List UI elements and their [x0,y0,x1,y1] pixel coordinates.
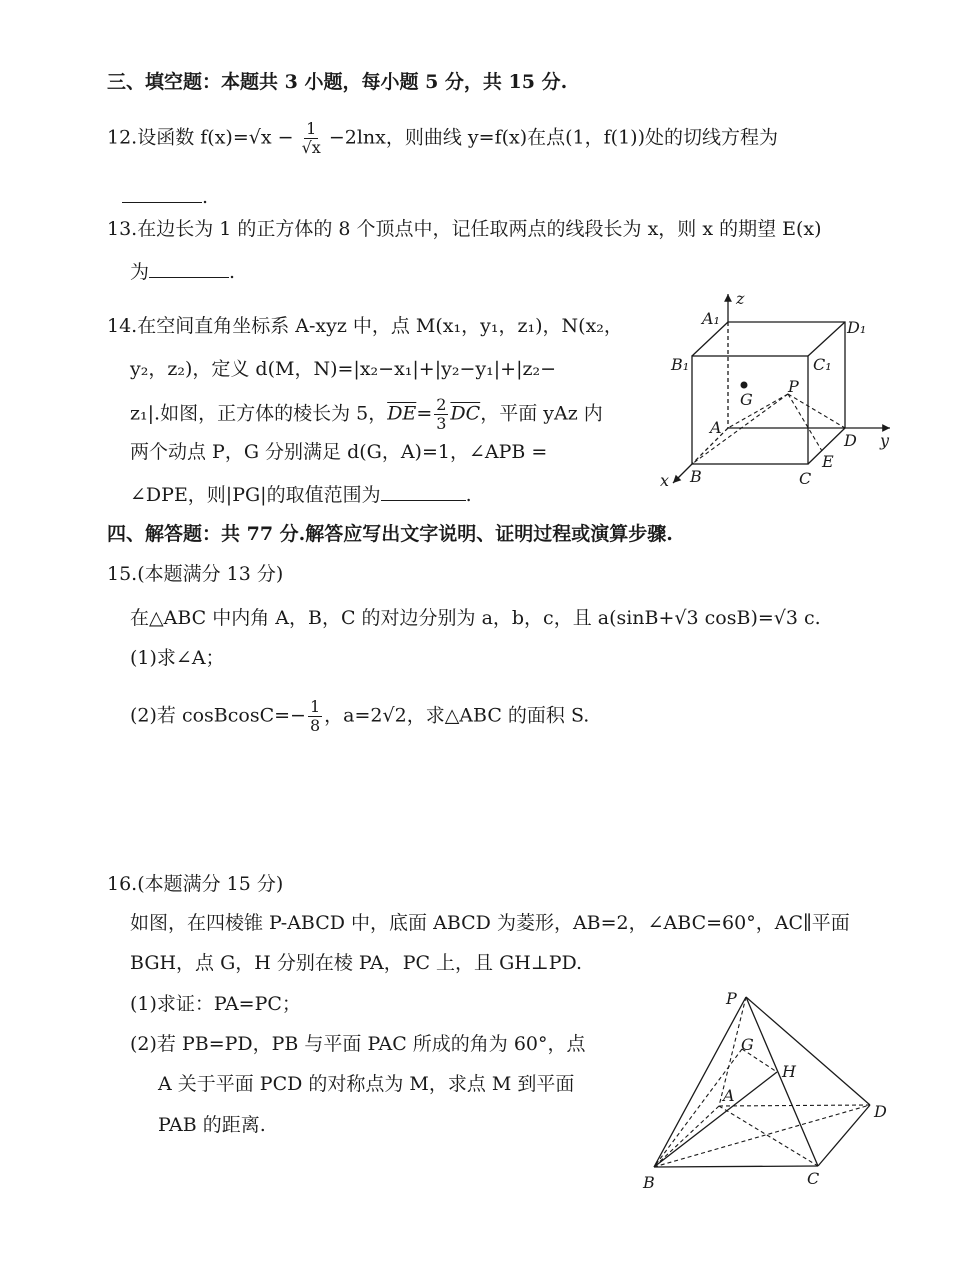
period: . [229,261,236,283]
label-d: D [844,431,857,450]
label-b1: B₁ [671,355,690,374]
section3-header: 三、填空题：本题共 3 小题，每小题 5 分，共 15 分. [107,71,568,93]
q14-line4: 两个动点 P，G 分别满足 d(G，A)=1，∠APB = [130,441,548,463]
label-e: E [822,452,834,471]
q14-text: z₁|.如图，正方体的棱长为 5， [130,402,388,425]
q12-text-post: −2lnx，则曲线 y=f(x)在点(1，f(1))处的切线方程为 [328,126,779,149]
label-b: B [643,1173,655,1192]
label-c: C [799,469,812,488]
fraction-numerator: 2 [436,395,447,414]
label-a1: A₁ [702,309,720,328]
label-c: C [807,1169,820,1188]
label-p: P [726,989,737,1008]
q15-header: 15.(本题满分 13 分) [107,563,284,585]
label-p: P [788,377,799,396]
q14-text: ∠DPE，则|PG|的取值范围为 [130,484,381,506]
q16-part2-line1: (2)若 PB=PD，PB 与平面 PAC 所成的角为 60°，点 [130,1033,586,1055]
q16-header: 16.(本题满分 15 分) [107,873,284,895]
q15-text: (2)若 cosBcosC=− [130,704,306,727]
label-d1: D₁ [847,318,867,337]
label-b: B [690,467,702,486]
q16-part1: (1)求证：PA=PC； [130,993,301,1015]
section4-header: 四、解答题：共 77 分.解答应写出文字说明、证明过程或演算步骤. [107,523,673,545]
label-a: A [710,418,722,437]
label-y: y [880,431,890,450]
fraction-numerator: 1 [306,119,317,138]
q13-line1: 13.在边长为 1 的正方体的 8 个顶点中，记任取两点的线段长为 x，则 x 的期望 E(x) [107,218,822,240]
fraction-denominator: 8 [309,716,321,735]
q16-line1: 如图，在四棱锥 P-ABCD 中，底面 ABCD 为菱形，AB=2，∠ABC=60°，AC∥平面 [130,912,850,934]
q16-part2-line2: A 关于平面 PCD 的对称点为 M，求点 M 到平面 [158,1073,575,1095]
label-d: D [874,1102,887,1121]
fraction-denominator: √x [301,138,321,157]
fraction-denominator: 3 [436,414,447,433]
q14-text: ，平面 yAz 内 [480,402,603,425]
q12-text-pre: 12.设函数 f(x)=√x − [107,126,294,149]
fraction-numerator: 1 [309,697,321,716]
q15-text: ，a=2√2，求△ABC 的面积 S. [324,704,590,727]
q14-line2: y₂，z₂)，定义 d(M，N)=|x₂−x₁|+|y₂−y₁|+|z₂− [130,358,557,380]
q13-text: 为 [130,261,150,283]
vector-de: $\overline{DE}$ [387,402,417,425]
q15-part1: (1)求∠A； [130,647,225,669]
label-g: G [741,1035,754,1054]
label-c1: C₁ [813,355,832,374]
label-g: G [740,390,753,409]
label-h: H [782,1062,796,1081]
label-z: z [736,289,745,308]
label-a: A [723,1086,735,1105]
period: . [465,484,472,506]
equals: = [416,402,433,425]
q16-line2: BGH，点 G，H 分别在棱 PA，PC 上，且 GH⊥PD. [130,952,583,974]
q14-line1: 14.在空间直角坐标系 A-xyz 中，点 M(x₁，y₁，z₁)，N(x₂， [107,315,623,337]
q15-stem: 在△ABC 中内角 A，B，C 的对边分别为 a，b，c，且 a(sinB+√3 cosB)=√3 c. [130,607,821,629]
label-x: x [660,471,670,490]
vector-dc: $\overline{DC}$ [450,402,481,425]
q16-part2-line3: PAB 的距离. [158,1114,266,1136]
period: . [202,186,209,208]
